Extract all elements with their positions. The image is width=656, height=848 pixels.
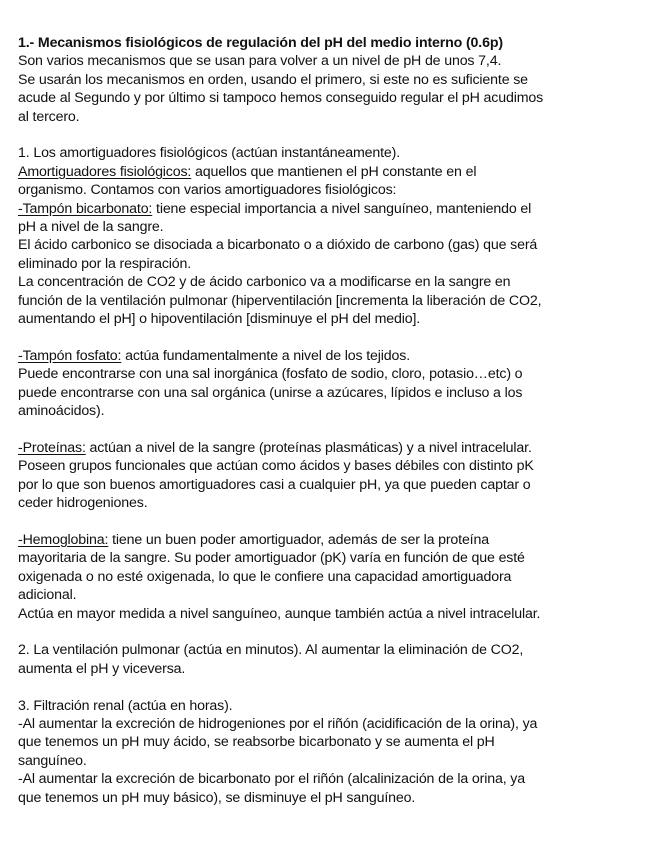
fosfato-label: -Tampón fosfato: [18,347,122,364]
intro-line: acude al Segundo y por último si tampoco hemos conseguido regular el pH acudimos [18,90,544,107]
section-2-line: aumenta el pH y viceversa. [18,660,186,677]
fosfato-text: actúa fundamentalmente a nivel de los tejidos. [121,347,410,364]
proteinas-body-line: Poseen grupos funcionales que actúan como ácidos y bases débiles con distinto pK [18,458,534,475]
bicarbonato-body-line: aumentando el pH] o hipoventilación [disminuye el pH del medio]. [18,311,421,328]
hemoglobina-line [18,531,640,549]
bicarbonato-body-line: pH a nivel de la sangre. [18,219,164,236]
amortiguadores-label: Amortiguadores fisiológicos: [18,163,192,180]
section-3 [18,697,640,807]
hemoglobina-body-line: mayoritaria de la sangre. Su poder amortiguador (pK) varía en función de que esté [18,550,525,567]
section-3-heading: 3. Filtración renal (actúa en horas). [18,697,233,714]
intro-paragraph [18,52,640,126]
document-page [18,34,640,807]
section-1 [18,144,640,623]
bicarbonato-label: -Tampón bicarbonato: [18,200,153,217]
spacer [18,126,640,144]
proteinas-line [18,439,640,457]
section-2 [18,641,640,678]
document-title: 1.- Mecanismos fisiológicos de regulación del pH del medio interno (0.6p) [18,35,503,51]
bicarbonato-text: tiene especial importancia a nivel sanguíneo, manteniendo el [152,200,532,217]
section-3-line: -Al aumentar la excreción de hidrogeniones por el riñón (acidificación de la orina), ya [18,715,538,732]
intro-line: Se usarán los mecanismos en orden, usando el primero, si este no es suficiente se [18,71,528,88]
amortiguadores-text: aquellos que mantienen el pH constante en el [191,163,477,180]
bicarbonato-line [18,200,640,218]
spacer [18,421,640,439]
section-3-line: -Al aumentar la excreción de bicarbonato por el riñón (alcalinización de la orina, ya [18,771,525,788]
spacer [18,623,640,641]
section-3-line: que tenemos un pH muy ácido, se reabsorbe bicarbonato y se aumenta el pH [18,734,495,751]
section-1-heading: 1. Los amortiguadores fisiológicos (actúan instantáneamente). [18,145,401,162]
hemoglobina-text: tiene un buen poder amortiguador, además de ser la proteína [108,531,489,548]
section-2-line: 2. La ventilación pulmonar (actúa en minutos). Al aumentar la eliminación de CO2, [18,642,524,659]
section-3-line: que tenemos un pH muy básico), se disminuye el pH sanguíneo. [18,789,416,806]
bicarbonato-body-line: La concentración de CO2 y de ácido carbonico va a modificarse en la sangre en [18,274,511,291]
intro-line: al tercero. [18,108,80,125]
proteinas-text: actúan a nivel de la sangre (proteínas plasmáticas) y a nivel intracelular. [85,439,532,456]
hemoglobina-body-line: Actúa en mayor medida a nivel sanguíneo, aunque también actúa a nivel intracelular. [18,605,541,622]
spacer [18,328,640,346]
proteinas-body-line: ceder hidrogeniones. [18,495,148,512]
bicarbonato-body-line: eliminado por la respiración. [18,255,192,272]
hemoglobina-label: -Hemoglobina: [18,531,109,548]
fosfato-line [18,347,640,365]
bicarbonato-body-line: función de la ventilación pulmonar (hiperventilación [incrementa la liberación de CO2, [18,292,542,309]
amortiguadores-cont: organismo. Contamos con varios amortiguadores fisiológicos: [18,182,397,199]
intro-line: Son varios mecanismos que se usan para volver a un nivel de pH de unos 7,4. [18,53,502,70]
fosfato-body-line: puede encontrarse con una sal orgánica (unirse a azúcares, lípidos e incluso a los [18,384,523,401]
fosfato-body-line: Puede encontrarse con una sal inorgánica (fosfato de sodio, cloro, potasio…etc) o [18,366,523,383]
proteinas-body-line: por lo que son buenos amortiguadores casi a cualquier pH, ya que pueden captar o [18,476,531,493]
section-3-line: sanguíneo. [18,752,87,769]
spacer [18,513,640,531]
spacer [18,678,640,696]
hemoglobina-body-line: adicional. [18,587,77,604]
hemoglobina-body-line: oxigenada o no esté oxigenada, lo que le confiere una capacidad amortiguadora [18,568,512,585]
amortiguadores-line [18,163,640,181]
fosfato-body-line: aminoácidos). [18,403,105,420]
bicarbonato-body-line: El ácido carbonico se disociada a bicarbonato o a dióxido de carbono (gas) que será [18,237,538,254]
proteinas-label: -Proteínas: [18,439,86,456]
